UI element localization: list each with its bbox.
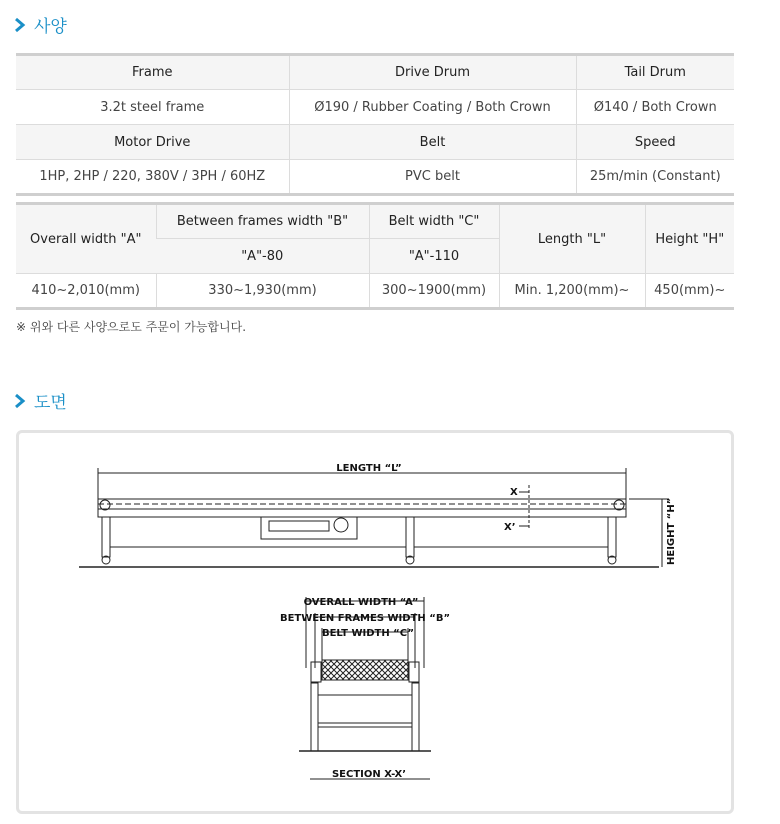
cell-height: 450(mm)~	[645, 274, 734, 309]
header-drive-drum: Drive Drum	[289, 55, 576, 90]
order-note: ※ 위와 다른 사양으로도 주문이 가능합니다.	[16, 320, 247, 334]
table-row	[16, 55, 734, 90]
cell-overall-width: 410~2,010(mm)	[16, 274, 156, 309]
side-view	[79, 468, 669, 567]
conveyor-drawing	[19, 433, 731, 811]
header-belt-width: Belt width "C"	[369, 204, 499, 239]
x-prime-label: X’	[504, 522, 516, 533]
section-label: SECTION X-X’	[331, 769, 407, 780]
cell-drive-drum: Ø190 / Rubber Coating / Both Crown	[289, 90, 576, 125]
cell-length: Min. 1,200(mm)~	[499, 274, 645, 309]
cell-speed: 25m/min (Constant)	[576, 160, 734, 195]
cell-belt: PVC belt	[289, 160, 576, 195]
cell-tail-drum: Ø140 / Both Crown	[576, 90, 734, 125]
section-view	[299, 597, 431, 779]
header-frame: Frame	[16, 55, 289, 90]
overall-width-label: OVERALL WIDTH “A”	[303, 597, 419, 608]
section-title-text: 도면	[34, 393, 67, 413]
length-label: LENGTH “L”	[336, 463, 402, 474]
x-label: X	[510, 487, 518, 498]
chevron-right-icon	[14, 393, 26, 409]
table-row	[16, 204, 734, 239]
height-label: HEIGHT “H”	[666, 497, 677, 565]
section-title-drawing	[14, 388, 67, 413]
cell-motor-drive: 1HP, 2HP / 220, 380V / 3PH / 60HZ	[16, 160, 289, 195]
header-speed: Speed	[576, 125, 734, 160]
header-belt: Belt	[289, 125, 576, 160]
header-height: Height "H"	[645, 204, 734, 274]
section-title-text: 사양	[34, 17, 67, 37]
table-row	[16, 125, 734, 160]
subheader-belt-width: "A"-110	[369, 239, 499, 274]
subheader-between-frames: "A"-80	[156, 239, 369, 274]
header-length: Length "L"	[499, 204, 645, 274]
spec-table-general	[16, 53, 734, 196]
belt-width-label: BELT WIDTH “C”	[321, 628, 415, 639]
between-frames-label: BETWEEN FRAMES WIDTH “B”	[279, 613, 451, 624]
header-between-frames-width: Between frames width "B"	[156, 204, 369, 239]
section-title-spec	[14, 12, 67, 37]
chevron-right-icon	[14, 17, 26, 33]
drawing-frame	[16, 430, 734, 814]
table-row	[16, 160, 734, 195]
header-motor-drive: Motor Drive	[16, 125, 289, 160]
cell-between-frames: 330~1,930(mm)	[156, 274, 369, 309]
cell-frame: 3.2t steel frame	[16, 90, 289, 125]
table-row	[16, 90, 734, 125]
cell-belt-width: 300~1900(mm)	[369, 274, 499, 309]
header-tail-drum: Tail Drum	[576, 55, 734, 90]
spec-table-dimensions	[16, 202, 734, 310]
header-overall-width: Overall width "A"	[16, 204, 156, 274]
table-row	[16, 274, 734, 309]
